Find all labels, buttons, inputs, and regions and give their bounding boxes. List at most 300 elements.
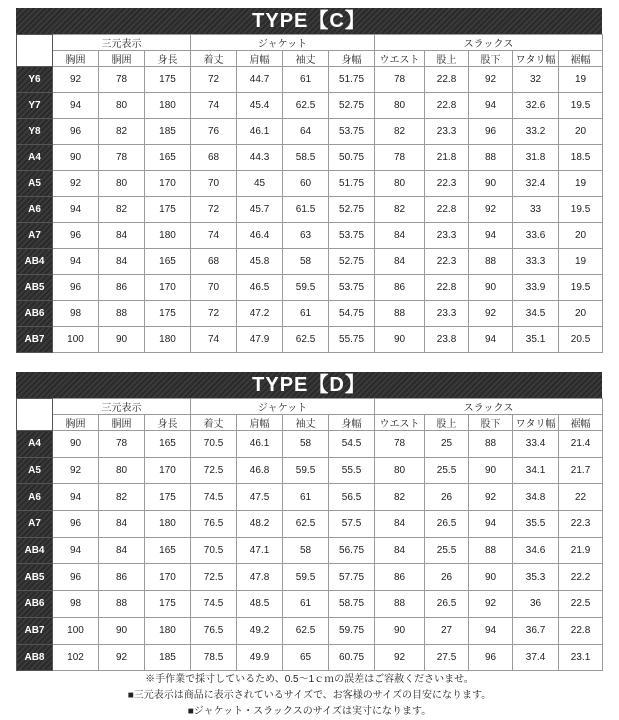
table-cell: 90: [469, 457, 513, 484]
table-cell: 58.5: [283, 145, 329, 171]
table-cell: 76.5: [191, 511, 237, 538]
table-cell: 165: [145, 249, 191, 275]
table-cell: 20: [559, 223, 603, 249]
table-cell: 56.75: [329, 537, 375, 564]
table-cell: 72.5: [191, 564, 237, 591]
table-cell: 61.5: [283, 197, 329, 223]
col-header: 身幅: [329, 51, 375, 67]
table-cell: 90: [375, 327, 425, 353]
table-cell: 22.8: [559, 617, 603, 644]
table-cell: 82: [375, 197, 425, 223]
table-row: [17, 67, 603, 93]
table-cell: 22.2: [559, 564, 603, 591]
note-line: ■三元表示は商品に表示されているサイズで、お客様のサイズの目安になります。: [127, 690, 492, 701]
group-header-sangen: 三元表示: [53, 35, 191, 51]
col-header: 袖丈: [283, 51, 329, 67]
table-cell: 78: [375, 431, 425, 458]
row-size-label: AB5: [17, 275, 53, 301]
table-row: [17, 327, 603, 353]
table-cell: 175: [145, 591, 191, 618]
table-cell: 45: [237, 171, 283, 197]
table-row: [17, 119, 603, 145]
table-cell: 34.5: [513, 301, 559, 327]
table-cell: 33.9: [513, 275, 559, 301]
group-header-slacks: スラックス: [375, 35, 603, 51]
row-size-label: AB4: [17, 537, 53, 564]
table-cell: 84: [99, 249, 145, 275]
table-cell: 44.7: [237, 67, 283, 93]
table-cell: 61: [283, 591, 329, 618]
row-size-label: A5: [17, 171, 53, 197]
table-cell: 35.5: [513, 511, 559, 538]
table-cell: 96: [469, 119, 513, 145]
row-size-label: A7: [17, 511, 53, 538]
table-cell: 54.5: [329, 431, 375, 458]
table-cell: 74: [191, 327, 237, 353]
table-cell: 84: [375, 223, 425, 249]
table-cell: 72.5: [191, 457, 237, 484]
table-cell: 86: [99, 275, 145, 301]
table-cell: 180: [145, 93, 191, 119]
table-cell: 57.5: [329, 511, 375, 538]
table-cell: 70: [191, 171, 237, 197]
table-cell: 86: [99, 564, 145, 591]
table-cell: 90: [53, 145, 99, 171]
table-cell: 90: [99, 617, 145, 644]
table-cell: 165: [145, 145, 191, 171]
col-header: 肩幅: [237, 51, 283, 67]
table-row: [17, 249, 603, 275]
table-cell: 52.75: [329, 197, 375, 223]
table-cell: 185: [145, 119, 191, 145]
table-cell: 32: [513, 67, 559, 93]
table-cell: 59.75: [329, 617, 375, 644]
table-cell: 92: [469, 197, 513, 223]
table-cell: 70: [191, 275, 237, 301]
table-cell: 90: [469, 275, 513, 301]
table-cell: 20.5: [559, 327, 603, 353]
table-cell: 49.2: [237, 617, 283, 644]
table-cell: 33.3: [513, 249, 559, 275]
table-cell: 180: [145, 511, 191, 538]
table-cell: 80: [99, 171, 145, 197]
table-cell: 34.6: [513, 537, 559, 564]
table-cell: 60.75: [329, 644, 375, 671]
table-cell: 100: [53, 327, 99, 353]
table-cell: 48.2: [237, 511, 283, 538]
table-cell: 22.3: [425, 249, 469, 275]
row-size-label: A4: [17, 431, 53, 458]
table-cell: 170: [145, 171, 191, 197]
table-cell: 51.75: [329, 171, 375, 197]
table-cell: 58.75: [329, 591, 375, 618]
table-cell: 25: [425, 431, 469, 458]
row-size-label: AB6: [17, 301, 53, 327]
table-row: [17, 511, 603, 538]
size-table-type-d: [16, 372, 602, 671]
table-row: [17, 93, 603, 119]
col-header: 身長: [145, 51, 191, 67]
col-header: ウエスト: [375, 51, 425, 67]
table-cell: 23.8: [425, 327, 469, 353]
notes: [0, 672, 619, 720]
table-cell: 94: [53, 249, 99, 275]
table-row: [17, 145, 603, 171]
row-size-label: AB5: [17, 564, 53, 591]
table-cell: 94: [469, 223, 513, 249]
table-cell: 34.8: [513, 484, 559, 511]
table-cell: 33: [513, 197, 559, 223]
table-cell: 59.5: [283, 457, 329, 484]
col-header: 胴囲: [99, 415, 145, 431]
group-header-jacket: ジャケット: [191, 399, 375, 415]
table-cell: 63: [283, 223, 329, 249]
table-cell: 170: [145, 457, 191, 484]
table-row: [17, 223, 603, 249]
row-size-label: A5: [17, 457, 53, 484]
table-row: [17, 644, 603, 671]
table-cell: 44.3: [237, 145, 283, 171]
table-cell: 61: [283, 67, 329, 93]
note-line: ■ジャケット・スラックスのサイズは実寸になります。: [187, 706, 432, 717]
row-size-label: AB6: [17, 591, 53, 618]
table-cell: 45.8: [237, 249, 283, 275]
table-cell: 27.5: [425, 644, 469, 671]
col-header: 胸囲: [53, 51, 99, 67]
table-cell: 102: [53, 644, 99, 671]
table-cell: 50.75: [329, 145, 375, 171]
table-cell: 33.4: [513, 431, 559, 458]
table-row: [17, 171, 603, 197]
row-size-label: AB8: [17, 644, 53, 671]
table-cell: 180: [145, 617, 191, 644]
table-cell: 32.6: [513, 93, 559, 119]
table-cell: 175: [145, 197, 191, 223]
table-cell: 88: [469, 431, 513, 458]
table-cell: 86: [375, 564, 425, 591]
table-cell: 47.1: [237, 537, 283, 564]
table-cell: 96: [53, 564, 99, 591]
table-cell: 82: [375, 119, 425, 145]
row-size-label: AB4: [17, 249, 53, 275]
table-cell: 21.9: [559, 537, 603, 564]
table-row: [17, 457, 603, 484]
table-cell: 22.5: [559, 591, 603, 618]
table-cell: 74.5: [191, 484, 237, 511]
table-cell: 45.7: [237, 197, 283, 223]
table-cell: 92: [53, 457, 99, 484]
table-cell: 55.75: [329, 327, 375, 353]
table-cell: 61: [283, 301, 329, 327]
table-cell: 100: [53, 617, 99, 644]
table-cell: 165: [145, 431, 191, 458]
table-cell: 21.8: [425, 145, 469, 171]
table-cell: 58: [283, 537, 329, 564]
table-cell: 49.9: [237, 644, 283, 671]
table-row: [17, 275, 603, 301]
table-cell: 84: [375, 511, 425, 538]
table-cell: 22.3: [559, 511, 603, 538]
group-header-sangen: 三元表示: [53, 399, 191, 415]
table-cell: 185: [145, 644, 191, 671]
table-cell: 70.5: [191, 537, 237, 564]
table-cell: 90: [99, 327, 145, 353]
table-row: [17, 617, 603, 644]
col-header: 胴囲: [99, 51, 145, 67]
table-cell: 80: [375, 171, 425, 197]
table-cell: 19: [559, 249, 603, 275]
table-cell: 68: [191, 145, 237, 171]
col-header: 着丈: [191, 415, 237, 431]
table-cell: 88: [375, 301, 425, 327]
table-cell: 80: [375, 93, 425, 119]
table-cell: 82: [375, 484, 425, 511]
table-cell: 20: [559, 301, 603, 327]
col-header: 身長: [145, 415, 191, 431]
table-cell: 74.5: [191, 591, 237, 618]
col-header: 裾幅: [559, 51, 603, 67]
table-cell: 32.4: [513, 171, 559, 197]
table-cell: 70.5: [191, 431, 237, 458]
row-size-label: AB7: [17, 327, 53, 353]
table-cell: 88: [469, 537, 513, 564]
table-title: TYPE【C】: [16, 8, 602, 34]
table-cell: 21.7: [559, 457, 603, 484]
table-cell: 62.5: [283, 93, 329, 119]
table-cell: 22: [559, 484, 603, 511]
row-size-label: Y8: [17, 119, 53, 145]
table-cell: 46.8: [237, 457, 283, 484]
table-cell: 62.5: [283, 617, 329, 644]
table-cell: 35.3: [513, 564, 559, 591]
table-cell: 25.5: [425, 537, 469, 564]
row-size-label: Y7: [17, 93, 53, 119]
col-header: 胸囲: [53, 415, 99, 431]
table-cell: 94: [469, 93, 513, 119]
table-cell: 19: [559, 171, 603, 197]
row-size-label: A6: [17, 197, 53, 223]
table-cell: 92: [469, 591, 513, 618]
table-cell: 90: [469, 171, 513, 197]
table-cell: 94: [53, 197, 99, 223]
table-cell: 84: [99, 223, 145, 249]
table-cell: 82: [99, 484, 145, 511]
table-cell: 68: [191, 249, 237, 275]
table-cell: 35.1: [513, 327, 559, 353]
table-cell: 47.5: [237, 484, 283, 511]
table-cell: 55.5: [329, 457, 375, 484]
table-cell: 92: [53, 171, 99, 197]
table-cell: 92: [53, 67, 99, 93]
table-cell: 19.5: [559, 275, 603, 301]
table-cell: 82: [99, 119, 145, 145]
row-size-label: AB7: [17, 617, 53, 644]
col-header: 股上: [425, 51, 469, 67]
table-row: [17, 564, 603, 591]
col-header: 肩幅: [237, 415, 283, 431]
table-cell: 84: [375, 249, 425, 275]
table-cell: 26.5: [425, 511, 469, 538]
table-row: [17, 484, 603, 511]
table-cell: 54.75: [329, 301, 375, 327]
table-cell: 33.2: [513, 119, 559, 145]
col-header: 股下: [469, 51, 513, 67]
table-cell: 23.3: [425, 119, 469, 145]
table-cell: 165: [145, 537, 191, 564]
table-cell: 94: [469, 511, 513, 538]
table-cell: 46.5: [237, 275, 283, 301]
table-cell: 170: [145, 564, 191, 591]
table-cell: 56.5: [329, 484, 375, 511]
table-cell: 19.5: [559, 93, 603, 119]
table-cell: 33.6: [513, 223, 559, 249]
table-cell: 59.5: [283, 275, 329, 301]
table-cell: 64: [283, 119, 329, 145]
table-cell: 175: [145, 67, 191, 93]
table-cell: 60: [283, 171, 329, 197]
table-cell: 78: [99, 431, 145, 458]
row-size-label: A4: [17, 145, 53, 171]
table-cell: 78: [99, 145, 145, 171]
table-cell: 78.5: [191, 644, 237, 671]
table-cell: 92: [469, 67, 513, 93]
table-cell: 62.5: [283, 327, 329, 353]
table-cell: 47.9: [237, 327, 283, 353]
table-cell: 170: [145, 275, 191, 301]
table-cell: 84: [99, 511, 145, 538]
table-cell: 94: [469, 617, 513, 644]
table-cell: 52.75: [329, 93, 375, 119]
table-cell: 58: [283, 249, 329, 275]
table-cell: 94: [53, 537, 99, 564]
corner-cell: [17, 35, 53, 67]
table-cell: 20: [559, 119, 603, 145]
table-cell: 53.75: [329, 223, 375, 249]
table-cell: 72: [191, 301, 237, 327]
table-cell: 65: [283, 644, 329, 671]
table-cell: 88: [99, 591, 145, 618]
table-cell: 76.5: [191, 617, 237, 644]
table-cell: 31.8: [513, 145, 559, 171]
table-cell: 19.5: [559, 197, 603, 223]
table-cell: 88: [99, 301, 145, 327]
table-cell: 78: [99, 67, 145, 93]
table-cell: 180: [145, 327, 191, 353]
table-cell: 57.75: [329, 564, 375, 591]
table-cell: 46.1: [237, 119, 283, 145]
table-cell: 23.3: [425, 223, 469, 249]
table-cell: 48.5: [237, 591, 283, 618]
col-header: ワタリ幅: [513, 415, 559, 431]
table-cell: 37.4: [513, 644, 559, 671]
size-table-type-c: [16, 8, 602, 353]
table-cell: 36: [513, 591, 559, 618]
table-cell: 92: [375, 644, 425, 671]
table-cell: 52.75: [329, 249, 375, 275]
group-header-slacks: スラックス: [375, 399, 603, 415]
table-cell: 84: [99, 537, 145, 564]
table-cell: 47.2: [237, 301, 283, 327]
table-cell: 82: [99, 197, 145, 223]
table-cell: 46.1: [237, 431, 283, 458]
table-row: [17, 431, 603, 458]
table-cell: 62.5: [283, 511, 329, 538]
table-cell: 92: [469, 484, 513, 511]
table-cell: 34.1: [513, 457, 559, 484]
table-cell: 88: [375, 591, 425, 618]
col-header: 裾幅: [559, 415, 603, 431]
table-cell: 80: [375, 457, 425, 484]
table-cell: 22.3: [425, 171, 469, 197]
col-header: 股下: [469, 415, 513, 431]
table-cell: 26.5: [425, 591, 469, 618]
table-cell: 45.4: [237, 93, 283, 119]
table-cell: 53.75: [329, 275, 375, 301]
row-size-label: Y6: [17, 67, 53, 93]
table-cell: 22.8: [425, 93, 469, 119]
table-cell: 92: [469, 301, 513, 327]
table-cell: 22.8: [425, 275, 469, 301]
table-cell: 21.4: [559, 431, 603, 458]
table-cell: 80: [99, 457, 145, 484]
table-cell: 74: [191, 223, 237, 249]
table-cell: 25.5: [425, 457, 469, 484]
table-cell: 84: [375, 537, 425, 564]
size-grid: [16, 398, 603, 671]
table-cell: 23.3: [425, 301, 469, 327]
table-cell: 58: [283, 431, 329, 458]
table-cell: 18.5: [559, 145, 603, 171]
table-cell: 78: [375, 67, 425, 93]
table-cell: 19: [559, 67, 603, 93]
table-cell: 78: [375, 145, 425, 171]
table-row: [17, 591, 603, 618]
corner-cell: [17, 399, 53, 431]
table-cell: 51.75: [329, 67, 375, 93]
table-cell: 36.7: [513, 617, 559, 644]
table-cell: 59.5: [283, 564, 329, 591]
table-cell: 175: [145, 484, 191, 511]
table-cell: 26: [425, 484, 469, 511]
table-cell: 92: [99, 644, 145, 671]
table-cell: 72: [191, 197, 237, 223]
table-cell: 96: [53, 223, 99, 249]
table-cell: 22.8: [425, 67, 469, 93]
table-cell: 98: [53, 591, 99, 618]
col-header: ワタリ幅: [513, 51, 559, 67]
col-header: 股上: [425, 415, 469, 431]
row-size-label: A7: [17, 223, 53, 249]
table-cell: 27: [425, 617, 469, 644]
table-cell: 22.8: [425, 197, 469, 223]
table-cell: 180: [145, 223, 191, 249]
table-cell: 76: [191, 119, 237, 145]
col-header: 袖丈: [283, 415, 329, 431]
table-cell: 175: [145, 301, 191, 327]
note-line: ※手作業で採寸しているため、0.5〜1ｃｍの誤差はご容赦くださいませ。: [145, 674, 474, 685]
table-cell: 72: [191, 67, 237, 93]
table-cell: 86: [375, 275, 425, 301]
table-cell: 90: [53, 431, 99, 458]
size-grid: [16, 34, 603, 353]
table-cell: 98: [53, 301, 99, 327]
table-cell: 61: [283, 484, 329, 511]
table-cell: 96: [53, 119, 99, 145]
table-cell: 46.4: [237, 223, 283, 249]
table-cell: 90: [469, 564, 513, 591]
table-cell: 23.1: [559, 644, 603, 671]
col-header: 着丈: [191, 51, 237, 67]
